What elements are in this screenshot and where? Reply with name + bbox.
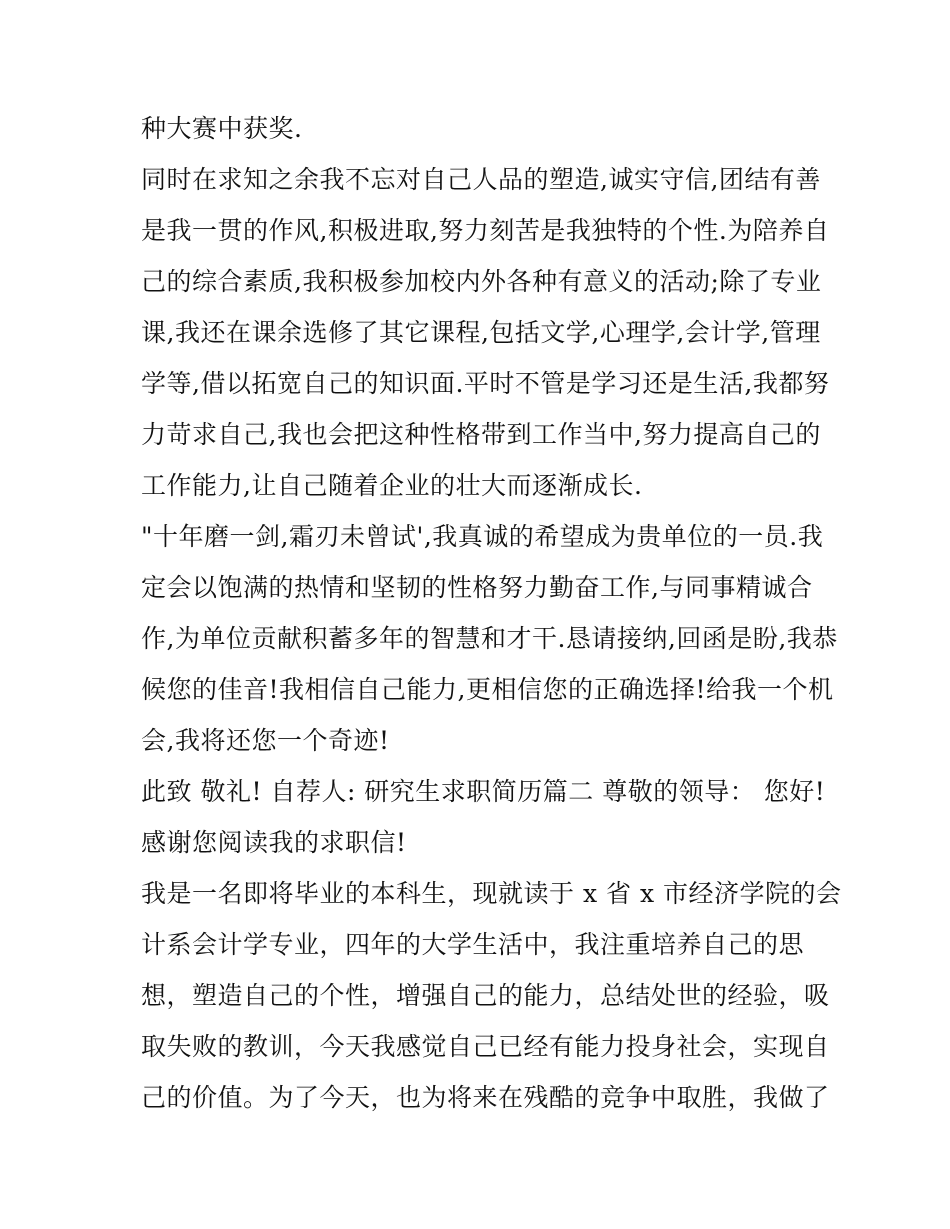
text-line: 想，塑造自己的个性，增强自己的能力，总结处世的经验，吸 xyxy=(141,981,830,1010)
text-line: 定会以饱满的热情和坚韧的性格努力勤奋工作,与同事精诚合 xyxy=(141,573,813,602)
text-line: 己的综合素质,我积极参加校内外各种有意义的活动;除了专业 xyxy=(141,267,822,296)
text-line: 取失败的教训，今天我感觉自己已经有能力投身社会，实现自 xyxy=(141,1032,830,1061)
text-line: 会,我将还您一个奇迹! xyxy=(141,726,390,755)
text-line: 计系会计学专业，四年的大学生活中，我注重培养自己的思 xyxy=(141,930,805,959)
text-line: 力苛求自己,我也会把这种性格带到工作当中,努力提高自己的 xyxy=(141,420,821,449)
text-line: 课,我还在课余选修了其它课程,包括文学,心理学,会计学,管理 xyxy=(141,318,821,347)
text-line: "十年磨一剑,霜刃未曾试',我真诚的希望成为贵单位的一员.我 xyxy=(141,522,824,551)
text-line: 种大赛中获奖. xyxy=(141,114,303,143)
text-line: 我是一名即将毕业的本科生，现就读于 x 省 x 市经济学院的会 xyxy=(141,879,842,908)
text-line: 作,为单位贡献积蓄多年的智慧和才干.恳请接纳,回函是盼,我恭 xyxy=(141,624,838,653)
text-line: 学等,借以拓宽自己的知识面.平时不管是学习还是生活,我都努 xyxy=(141,369,830,398)
text-line: 同时在求知之余我不忘对自己人品的塑造,诚实守信,团结有善 xyxy=(141,165,821,194)
text-line: 己的价值。为了今天，也为将来在残酷的竞争中取胜，我做了 xyxy=(141,1083,830,1112)
text-line: 工作能力,让自己随着企业的壮大而逐渐成长. xyxy=(141,471,643,500)
text-line: 候您的佳音!我相信自己能力,更相信您的正确选择!给我一个机 xyxy=(141,675,834,704)
text-line: 是我一贯的作风,积极进取,努力刻苦是我独特的个性.为陪养自 xyxy=(141,216,830,245)
text-line: 此致 敬礼! 自荐人: 研究生求职简历篇二 尊敬的领导： 您好! xyxy=(141,777,826,806)
text-line: 感谢您阅读我的求职信! xyxy=(141,828,407,857)
